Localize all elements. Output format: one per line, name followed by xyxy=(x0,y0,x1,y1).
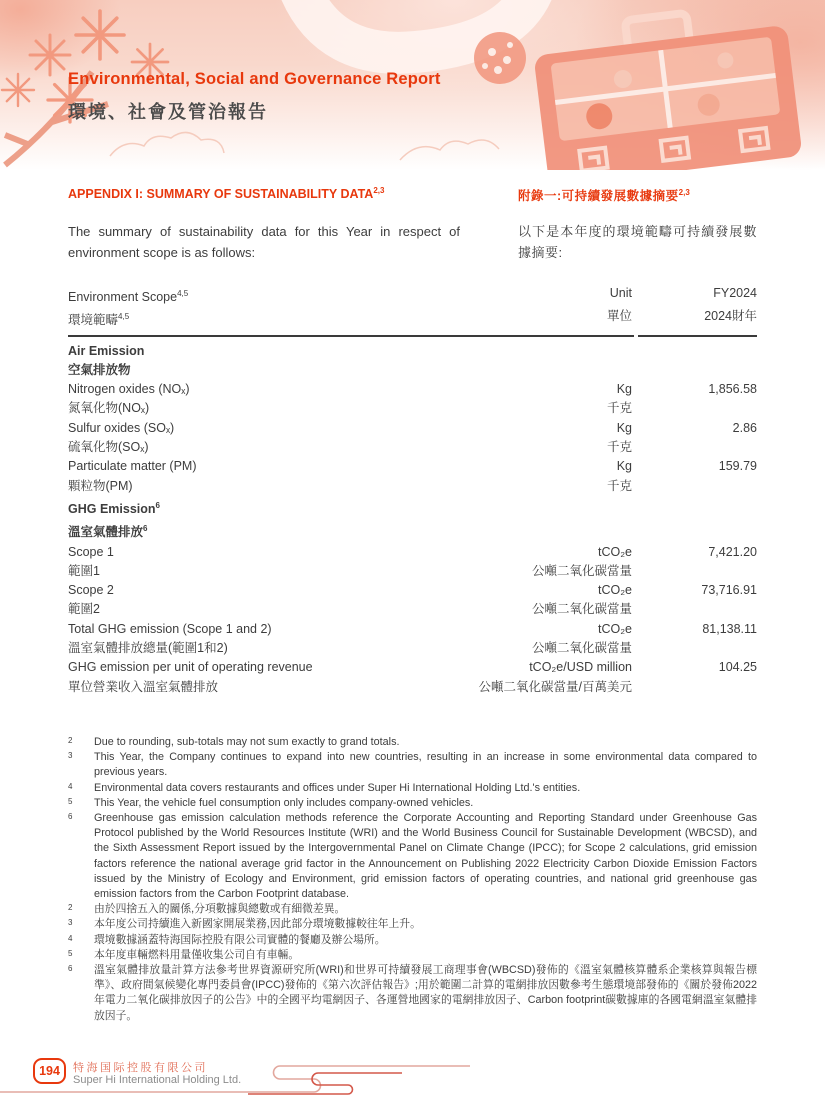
row-value xyxy=(632,399,757,418)
footnote xyxy=(68,735,757,750)
table-row xyxy=(68,543,757,582)
col-unit-zh: 單位 xyxy=(606,309,632,324)
footnote-text: 本年度車輛燃料用量僅收集公司自有車輛。 xyxy=(94,948,300,961)
row-label-zh: 範圍2 xyxy=(68,602,100,617)
row-value: 2.86 xyxy=(732,420,757,435)
footnote-text: 溫室氣體排放量計算方法參考世界資源研究所(WRI)和世界可持續發展工商理事會(WBCSD)發佈的《溫室氣體核算體系企業核算與報告標準》、政府間氣候變化專門委員會(IPCC)發佈的《第六次評估報告》;用於範圍二計算的電網排放因數參考生態環境部發佈的《關於發佈2022年電力二氧化碳排放因子的公告》中的全國平均電網因子、各運營地國家的電網排放因子、Carbon footprint碳數據庫的各國電網溫室氣體排放因子。 xyxy=(94,964,757,1022)
footnote xyxy=(68,917,757,932)
row-value: 159.79 xyxy=(718,459,757,474)
row-label-en: GHG emission per unit of operating revenue xyxy=(68,660,313,675)
footnote-text: 由於四捨五入的關係,分項數據與總數或有細微差異。 xyxy=(94,903,346,916)
row-unit-zh: 公噸二氧化碳當量 xyxy=(531,563,632,578)
lotus-root-decoration xyxy=(474,32,526,84)
footnote-text: Due to rounding, sub-totals may not sum exactly to grand totals. xyxy=(94,736,400,748)
footnote-text: Environmental data covers restaurants and offices under Super Hi International Holding Ltd.'s entities. xyxy=(94,781,581,794)
row-label-en: GHG Emission$^6$ xyxy=(68,500,160,516)
company-name-zh: 特海国际控股有限公司 xyxy=(73,1062,208,1074)
page-number-badge: 194 xyxy=(33,1058,66,1084)
table-header-row-en xyxy=(68,284,757,307)
sustainability-table xyxy=(68,284,757,697)
footnote xyxy=(68,933,757,948)
table-row xyxy=(68,419,757,458)
footnote-text: 本年度公司持續進入新國家開展業務,因此部分環境數據較往年上升。 xyxy=(94,918,421,931)
col-scope-en: Environment Scope$^{4,5}$ xyxy=(68,289,189,304)
table-row xyxy=(68,342,757,381)
footnote-marker: 3 xyxy=(68,918,73,928)
footnote xyxy=(68,796,757,811)
row-value xyxy=(632,496,757,519)
row-label-zh: 顆粒物(PM) xyxy=(68,478,133,493)
footnote-marker: 5 xyxy=(68,796,73,806)
footnote xyxy=(68,750,757,780)
row-unit-zh: 公噸二氧化碳當量 xyxy=(531,602,632,617)
report-title-zh: 環境、社會及管治報告 xyxy=(68,102,268,122)
row-value xyxy=(632,519,757,542)
row-label-zh: 溫室氣體排放$^6$ xyxy=(68,524,148,540)
row-unit-zh: 公噸二氧化碳當量 xyxy=(531,641,632,656)
row-unit-en: tCO₂e/USD million xyxy=(529,660,632,675)
table-row xyxy=(68,581,757,620)
row-label-zh: 氮氧化物(NOₓ) xyxy=(68,401,150,416)
row-label-en: Particulate matter (PM) xyxy=(68,459,197,474)
col-period-en: FY2024 xyxy=(713,286,757,300)
row-unit-en: tCO₂e xyxy=(597,544,632,559)
footnote-marker: 4 xyxy=(68,933,73,943)
footnote-text: Greenhouse gas emission calculation methods reference the Corporate Accounting and Reporting Standard under Greenhouse Gas Protocol published by the World Resources Institute (WRI) and the World Business Council for Sustainable Development (WBCSD), and the Sixth Assessment Report issued by the Intergovernmental Panel on Climate Change (IPCC); for Scope 2 calculations, grid emission factors reference the national average grid factor in the Announcement on Publishing 2022 Electricity Carbon Dioxide Emission Factors issued by the Ministry of Ecology and Environment, grid emission factors of operating countries, and national grid greenhouse gas emission factors from the Carbon Footprint database. xyxy=(94,812,757,901)
row-value xyxy=(632,477,757,496)
appendix-title-zh: 附錄一:可持續發展數據摘要$^{2,3}$ xyxy=(518,188,690,203)
table-header-rule xyxy=(68,335,757,337)
row-label-en: Nitrogen oxides (NOₓ) xyxy=(68,382,190,397)
footnote xyxy=(68,781,757,796)
appendix-title-en: APPENDIX I: SUMMARY OF SUSTAINABILITY DATA$^{2,3}$ xyxy=(68,186,385,201)
row-footnote-ref: 6 xyxy=(143,524,148,534)
row-label-en: Air Emission xyxy=(68,343,145,358)
row-value: 73,716.91 xyxy=(701,583,757,598)
row-value: 7,421.20 xyxy=(708,544,757,559)
footnote-marker: 6 xyxy=(68,964,73,974)
footnote xyxy=(68,811,757,902)
row-footnote-ref: 6 xyxy=(155,500,160,510)
row-value xyxy=(632,361,757,380)
row-value xyxy=(632,639,757,658)
table-row xyxy=(68,658,757,697)
row-value xyxy=(632,438,757,457)
footnote-marker: 2 xyxy=(68,903,73,913)
row-label-zh: 硫氧化物(SOₓ) xyxy=(68,440,149,455)
col-scope-zh: 環境範疇$^{4,5}$ xyxy=(68,312,130,328)
footnote-marker: 4 xyxy=(68,781,73,791)
footnote-marker: 2 xyxy=(68,736,73,745)
row-label-en: Scope 1 xyxy=(68,544,114,559)
row-label-zh: 範圍1 xyxy=(68,563,100,578)
table-row xyxy=(68,620,757,659)
bento-box-decoration xyxy=(530,1,802,170)
col-scope-zh-footnote-ref: 4,5 xyxy=(118,312,130,322)
row-unit-zh: 千克 xyxy=(606,401,632,416)
row-unit-zh xyxy=(407,361,632,380)
row-value: 1,856.58 xyxy=(708,382,757,397)
intro-paragraph-zh: 以下是本年度的環境範疇可持續發展數據摘要: xyxy=(518,224,757,260)
row-unit-zh: 公噸二氧化碳當量/百萬美元 xyxy=(478,679,632,694)
header-band xyxy=(0,0,825,170)
appendix-title-zh-footnote-ref: 2,3 xyxy=(678,188,690,197)
row-value xyxy=(632,678,757,697)
row-unit-zh: 千克 xyxy=(606,478,632,493)
row-label-en: Total GHG emission (Scope 1 and 2) xyxy=(68,621,272,636)
footnote xyxy=(68,963,757,1024)
row-unit-zh: 千克 xyxy=(606,440,632,455)
row-label-zh: 單位營業收入溫室氣體排放 xyxy=(68,679,219,694)
footnote-text: This Year, the Company continues to expand into new countries, resulting in an increase in some environmental data compared to previous years. xyxy=(94,751,757,779)
row-value xyxy=(632,342,757,361)
table-row xyxy=(68,380,757,419)
row-label-en: Sulfur oxides (SOₓ) xyxy=(68,420,175,435)
row-unit-en: Kg xyxy=(616,459,632,474)
row-unit-en: tCO₂e xyxy=(597,583,632,598)
row-unit-en xyxy=(407,496,632,519)
appendix-title-en-footnote-ref: 2,3 xyxy=(373,186,385,195)
footnote-marker: 6 xyxy=(68,812,73,822)
row-value xyxy=(632,562,757,581)
footnote-text: 環境數據涵蓋特海国际控股有限公司實體的餐廳及辦公場所。 xyxy=(94,933,386,946)
row-unit-en xyxy=(407,342,632,361)
row-unit-en: Kg xyxy=(616,420,632,435)
table-body xyxy=(68,342,757,697)
cloud-outline-decoration xyxy=(110,132,499,160)
footnote-marker: 3 xyxy=(68,751,73,761)
row-label-en: Scope 2 xyxy=(68,583,114,598)
col-period-zh: 2024財年 xyxy=(704,309,757,324)
footnote xyxy=(68,902,757,917)
company-name-en: Super Hi International Holding Ltd. xyxy=(73,1074,242,1086)
row-value xyxy=(632,600,757,619)
row-value: 81,138.11 xyxy=(702,621,757,636)
row-unit-en: Kg xyxy=(616,382,632,397)
footnote xyxy=(68,948,757,963)
intro-paragraph-en: The summary of sustainability data for this Year in respect of environment scope is as follows: xyxy=(68,224,460,260)
table-row xyxy=(68,496,757,543)
col-unit-en: Unit xyxy=(609,286,632,300)
row-label-zh: 空氣排放物 xyxy=(68,362,131,377)
footnotes xyxy=(68,735,757,1024)
table-row xyxy=(68,457,757,496)
footnote-marker: 5 xyxy=(68,948,73,958)
col-scope-footnote-ref: 4,5 xyxy=(177,289,189,298)
footnote-text: This Year, the vehicle fuel consumption only includes company-owned vehicles. xyxy=(94,796,474,809)
table-header-row-zh xyxy=(68,307,757,330)
row-unit-zh xyxy=(407,519,632,542)
row-unit-en: tCO₂e xyxy=(597,621,632,636)
report-title-en: Environmental, Social and Governance Report xyxy=(68,70,441,88)
row-value: 104.25 xyxy=(718,660,757,675)
row-label-zh: 溫室氣體排放總量(範圍1和2) xyxy=(68,641,228,656)
